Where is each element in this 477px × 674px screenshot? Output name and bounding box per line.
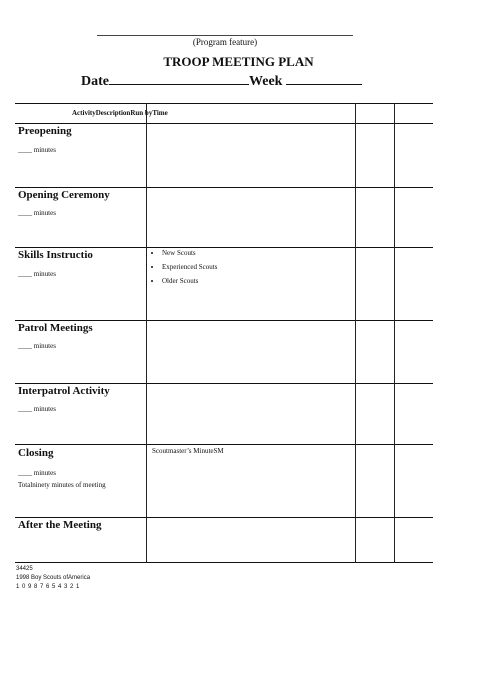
table-header-row [72,109,168,117]
column-header-time: Time [152,109,168,117]
total-minutes-note: Totalninety minutes of meeting [18,481,106,489]
list-item: • Experienced Scouts [162,263,217,271]
table-bottom-rule [15,562,433,563]
column-header-description: Description [95,109,131,117]
page-title: TROOP MEETING PLAN [163,54,314,69]
col-divider-description [146,103,147,563]
row-rule [15,247,433,248]
week-label: Week [249,74,283,89]
table-top-rule [15,103,433,104]
header-bottom-rule [15,123,433,124]
program-feature-line [97,35,353,36]
form-code: 34425 [16,566,33,572]
minutes-preopening: ____ minutes [18,146,56,154]
week-field[interactable] [286,72,362,85]
row-rule [15,517,433,518]
printing-line: 1 0 9 8 7 6 5 4 3 2 1 [16,584,80,590]
row-rule [15,383,433,384]
row-rule [15,187,433,188]
date-label: Date [81,74,109,89]
program-feature-label: (Program feature) [192,37,258,47]
copyright: 1998 Boy Scouts ofAmerica [16,575,91,581]
minutes-patrol-meetings: ____ minutes [18,342,56,350]
column-header-run-by: Run by [130,109,153,117]
activity-opening-ceremony: Opening Ceremony [18,189,110,201]
closing-description-text: Scoutmaster’s Minute [152,447,214,455]
col-divider-time [394,103,395,563]
list-item: • Older Scouts [162,277,217,285]
activity-closing: Closing [18,447,54,459]
skills-group-list [152,249,217,291]
row-rule [15,320,433,321]
date-week-line [81,72,362,90]
col-divider-run-by [355,103,356,563]
activity-interpatrol: Interpatrol Activity [18,385,110,397]
activity-skills-instruction: Skills Instructio [18,249,93,261]
row-rule [15,444,433,445]
minutes-skills-instruction: ____ minutes [18,270,56,278]
closing-description [152,447,224,455]
closing-run-by: SM [213,447,224,455]
minutes-opening-ceremony: ____ minutes [18,209,56,217]
activity-after-meeting: After the Meeting [18,519,102,531]
minutes-closing: ____ minutes [18,469,56,477]
column-header-activity: Activity [72,109,96,117]
date-field[interactable] [109,72,249,85]
activity-preopening: Preopening [18,125,72,137]
activity-patrol-meetings: Patrol Meetings [18,322,93,334]
list-item: • New Scouts [162,249,217,257]
minutes-interpatrol: ____ minutes [18,405,56,413]
